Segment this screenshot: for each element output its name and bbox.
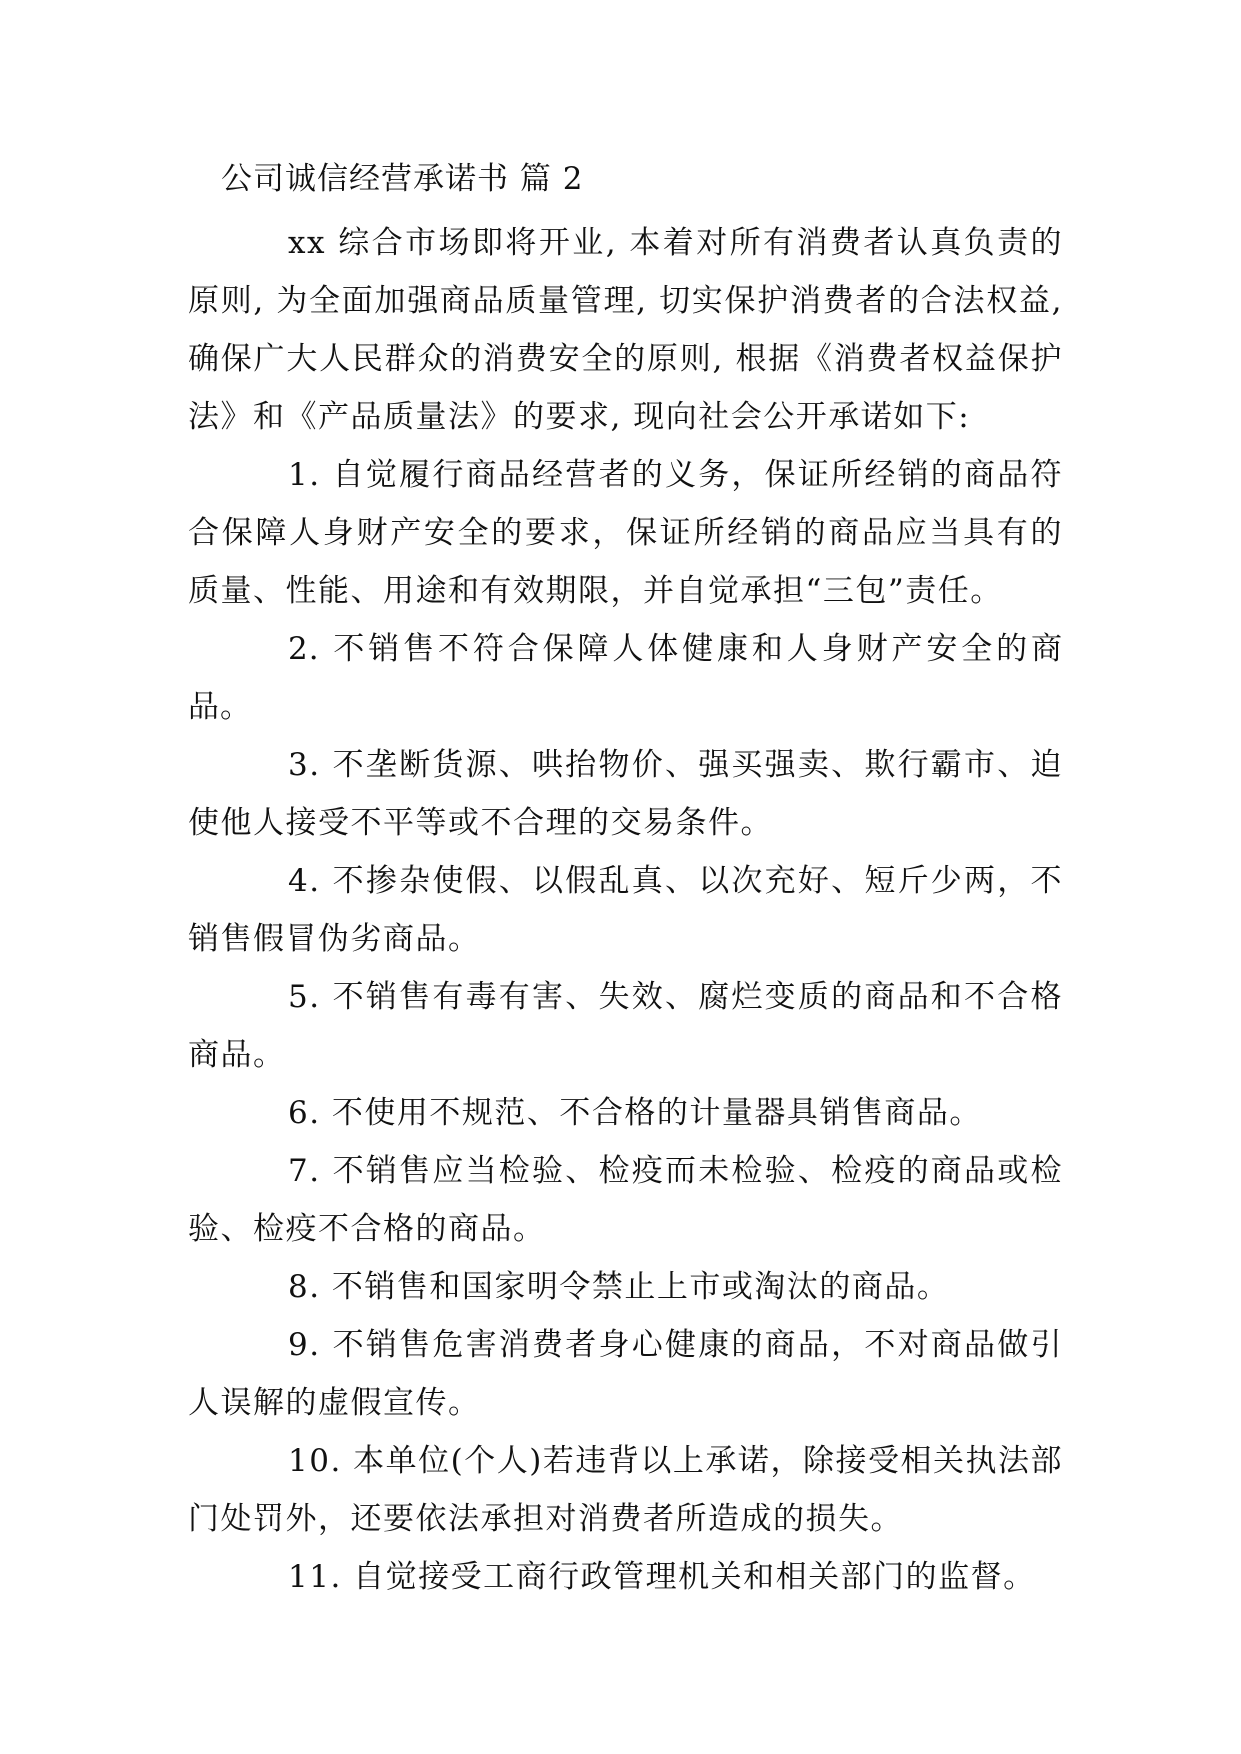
commitment-item-7: 7. 不销售应当检验、检疫而未检验、检疫的商品或检验、检疫不合格的商品。 xyxy=(188,1153,1063,1247)
commitment-item-6: 6. 不使用不规范、不合格的计量器具销售商品。 xyxy=(288,1095,982,1131)
commitment-item-5: 5. 不销售有毒有害、失效、腐烂变质的商品和不合格商品。 xyxy=(188,979,1063,1073)
commitment-item-11: 11. 自觉接受工商行政管理机关和相关部门的监督。 xyxy=(288,1559,1036,1595)
commitment-item-10: 10. 本单位(个人)若违背以上承诺，除接受相关执法部门处罚外，还要依法承担对消费者所造成的损失。 xyxy=(188,1443,1063,1537)
commitment-item-3: 3. 不垄断货源、哄抬物价、强买强卖、欺行霸市、迫使他人接受不平等或不合理的交易条件。 xyxy=(188,747,1063,841)
commitment-item-1: 1. 自觉履行商品经营者的义务，保证所经销的商品符合保障人身财产安全的要求，保证所经销的商品应当具有的质量、性能、用途和有效期限，并自觉承担“三包”责任。 xyxy=(188,457,1063,609)
intro-paragraph: xx 综合市场即将开业, 本着对所有消费者认真负责的原则, 为全面加强商品质量管理, 切实保护消费者的合法权益, 确保广大人民群众的消费安全的原则, 根据《消费者权益保护法》和《产品质量法》的要求, 现向社会公开承诺如下: xyxy=(188,225,1063,435)
document-body xyxy=(188,160,1063,1606)
commitment-item-9: 9. 不销售危害消费者身心健康的商品，不对商品做引人误解的虚假宣传。 xyxy=(188,1327,1063,1421)
document-title: 公司诚信经营承诺书 篇 2 xyxy=(221,161,584,197)
commitment-item-8: 8. 不销售和国家明令禁止上市或淘汰的商品。 xyxy=(288,1269,950,1305)
commitment-item-4: 4. 不掺杂使假、以假乱真、以次充好、短斤少两，不销售假冒伪劣商品。 xyxy=(188,863,1063,957)
commitment-item-2: 2. 不销售不符合保障人体健康和人身财产安全的商品。 xyxy=(188,631,1063,725)
